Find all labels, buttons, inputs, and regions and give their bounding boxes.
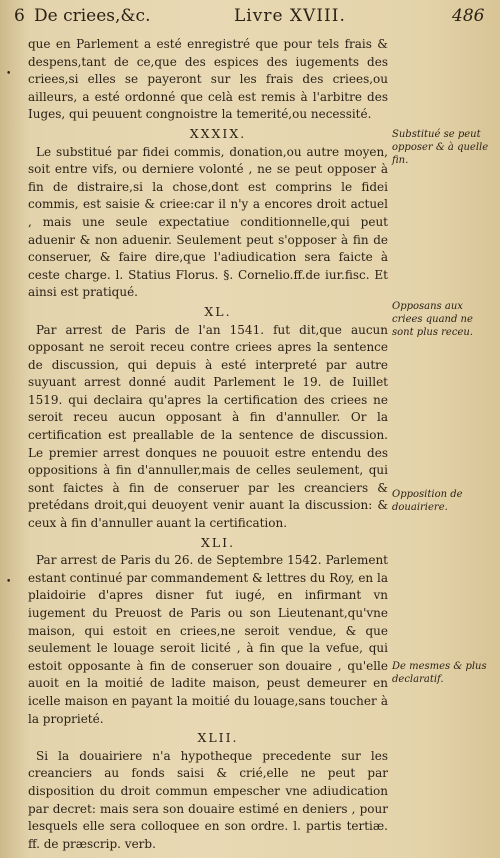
intro-paragraph: que en Parlement a esté enregistré que pour tels frais & despens,tant de ce,que des espices des iugements des criees,si elles se payeront sur les frais des criees,ou ailleurs, a esté ordonné que celà est remis à l'arbitre des Iuges, qui peuuent congnoistre la temerité,ou necessité.	[28, 37, 388, 122]
section-paragraph: Le substitué par fidei commis, donation,ou autre moyen, soit entre vifs, ou derniere volonté , ne se peut opposer à fin de distraire,si la chose,dont est comprins le fidei commis, est saisie & criee:car il n'y a encores droit actuel , mais une seule expectatiue conditionnelle,qui peut aduenir & non aduenir. Seulement peut s'opposer à fin de conseruer, & faire dire,que l'adiudication sera faicte à ceste charge. l. Statius Florus. §. Cornelio.ff.de iur.fisc. Et ainsi est pratiqué.	[28, 144, 388, 300]
margin-note: Opposition de douairiere.	[392, 489, 463, 513]
section-paragraph: Par arrest de Paris du 26. de Septembre 1542. Parlement estant continué par commandement & lettres du Roy, en la plaidoirie d'apres disner fut iugé, en infirmant vn iugement du Preuost de Paris ou son Lieutenant,qu'vne maison, qui estoit en criees,ne seroit vendue, & que seulement le louage seroit licité , à fin que la vefue, qui estoit opposante à fin de conseruer son douaire , qu'elle auoit en la moitié de ladite maison, peust demeurer en icelle maison en payant la moitié du louage,sans toucher à la proprieté.	[28, 553, 388, 726]
page-number: 6	[14, 6, 25, 26]
section-paragraph: Par arrest de Paris de l'an 1541. fut dit,que aucun opposant ne seroit receu contre criees apres la sentence de discussion, qui depuis à esté interpreté par autre suyuant arrest donné audit Parlement le 19. de Iuillet 1519. qui declaira qu'apres la certification des criees ne seroit receu aucun opposant à fin d'annuller. Or la certification est preallable de la sentence de discussion. Le premier arrest donques ne pouuoit estre entendu des oppositions à fin d'annuller,mais de celles seulement, qui sont faictes à fin de conseruer par les creanciers & pretédans droit,qui deuoyent venir auant la discussion: & ceux à fin d'annuller auant la certification.	[28, 322, 388, 531]
folio-number: 486	[452, 6, 485, 26]
section-numeral: XLII.	[197, 730, 239, 746]
section-paragraph: Si la douairiere n'a hypotheque precedente sur les creanciers au fonds saisi & crié,elle ne peut par disposition du droit commun empescher vne adiudication par decret: mais sera son douaire estimé en deniers , pour lesquels elle sera colloquee en son ordre. l. partis tertiæ. ff. de præscrip. verb.	[28, 748, 388, 851]
margin-note: Opposans aux criees quand ne sont plus receu.	[392, 301, 473, 338]
margin-bullet: •	[6, 69, 12, 79]
section-numeral: XLI.	[200, 534, 236, 550]
book-title: Livre XVIII.	[234, 6, 346, 26]
page-header	[14, 6, 486, 30]
margin-note: Substitué se peut opposer & à quelle fin.	[392, 129, 489, 166]
margin-bullet: •	[6, 577, 12, 587]
section-numeral: XL.	[204, 303, 232, 319]
main-text-column	[28, 36, 388, 853]
running-title: De criees,&c.	[34, 6, 151, 26]
section-numeral: XXXIX.	[189, 125, 247, 141]
margin-note: De mesmes & plus declaratif.	[392, 661, 487, 685]
